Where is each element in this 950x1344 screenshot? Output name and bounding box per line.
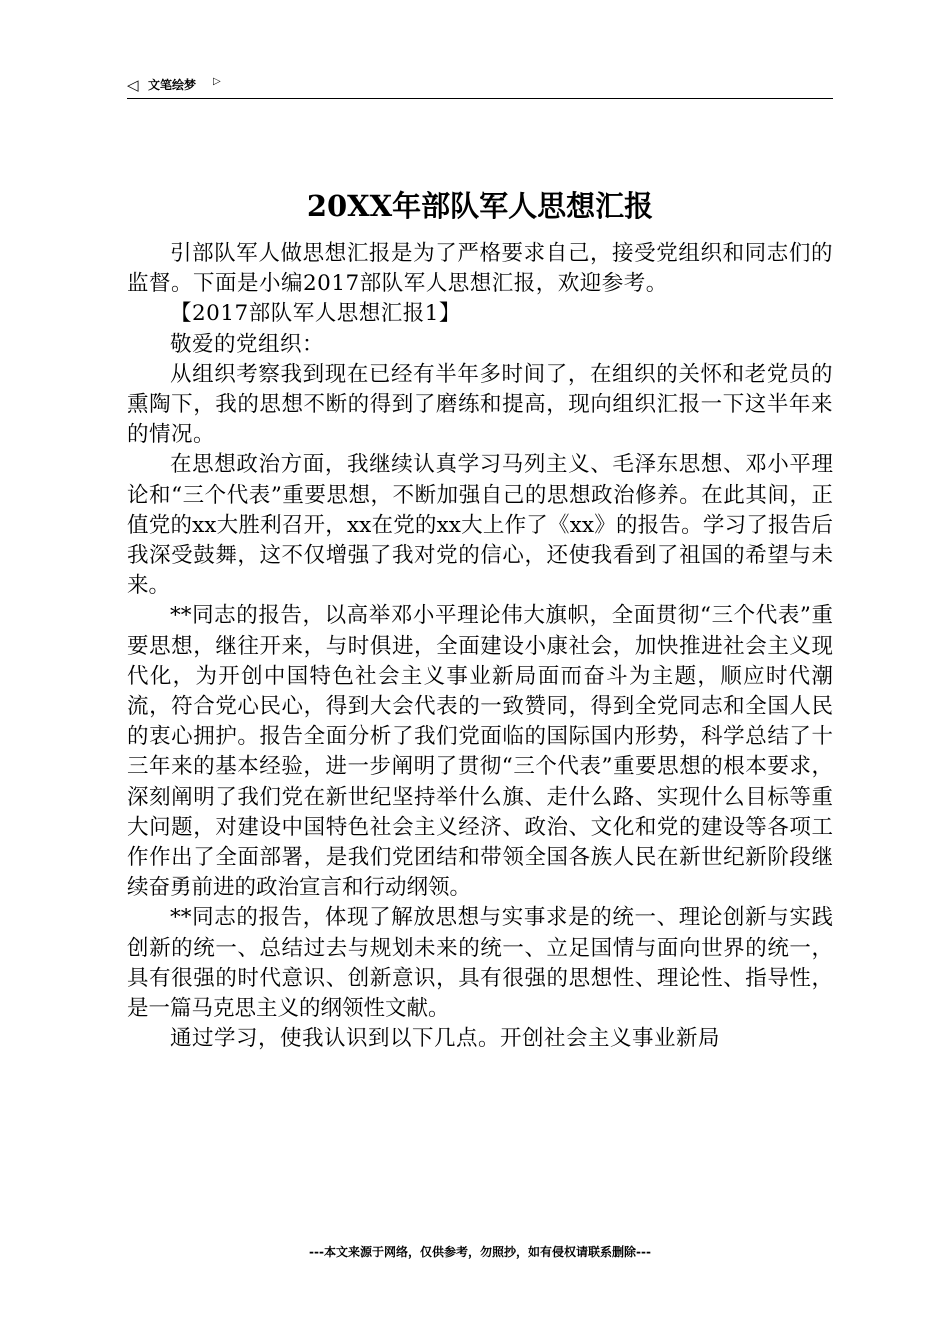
body-paragraph: **同志的报告，体现了解放思想与实事求是的统一、理论创新与实践创新的统一、总结过去与规划未来的统一、立足国情与面向世界的统一，具有很强的时代意识、创新意识，具有很强的思想性、理论性、指导性，是一篇马克思主义的纲领性文献。 — [127, 905, 833, 1022]
body-paragraph: 在思想政治方面，我继续认真学习马列主义、毛泽东思想、邓小平理论和“三个代表”重要思想，不断加强自己的思想政治修养。在此其间，正值党的xx大胜利召开，xx在党的xx大上作了《xx》的报告。学习了报告后我深受鼓舞，这不仅增强了我对党的信心，还使我看到了祖国的希望与未来。 — [127, 452, 833, 599]
salutation: 敬爱的党组织： — [170, 331, 325, 357]
document-title: 20XX年部队军人思想汇报 — [306, 189, 654, 223]
left-triangle-icon: ◁ — [127, 76, 139, 94]
header-brand: 文笔绘梦 — [148, 78, 197, 92]
page-header — [127, 72, 833, 99]
body-paragraph: **同志的报告，以高举邓小平理论伟大旗帜，全面贯彻“三个代表”重要思想，继往开来，与时俱进，全面建设小康社会，加快推进社会主义现代化，为开创中国特色社会主义事业新局面而奋斗为主题，顺应时代潮流，符合党心民心，得到大会代表的一致赞同，得到全党同志和全国人民的衷心拥护。报告全面分析了我们党面临的国际国内形势，科学总结了十三年来的基本经验，进一步阐明了贯彻“三个代表”重要思想的根本要求，深刻阐明了我们党在新世纪坚持举什么旗、走什么路、实现什么目标等重大问题，对建设中国特色社会主义经济、政治、文化和党的建设等各项工作作出了全面部署，是我们党团结和带领全国各族人民在新世纪新阶段继续奋勇前进的政治宣言和行动纲领。 — [127, 603, 833, 901]
body-paragraph: 通过学习，使我认识到以下几点。开创社会主义事业新局 — [170, 1026, 721, 1052]
document-body — [127, 239, 833, 1054]
right-triangle-icon: ▷ — [213, 76, 221, 87]
body-paragraph: 从组织考察我到现在已经有半年多时间了，在组织的关怀和老党员的熏陶下，我的思想不断的得到了磨练和提高，现向组织汇报一下这半年来的情况。 — [127, 361, 833, 448]
section-heading: 【2017部队军人思想汇报1】 — [170, 301, 461, 327]
page-footer-disclaimer: ---本文来源于网络，仅供参考，勿照抄，如有侵权请联系删除--- — [309, 1245, 651, 1259]
intro-paragraph: 引部队军人做思想汇报是为了严格要求自己，接受党组织和同志们的监督。下面是小编2017部队军人思想汇报，欢迎参考。 — [127, 241, 833, 297]
